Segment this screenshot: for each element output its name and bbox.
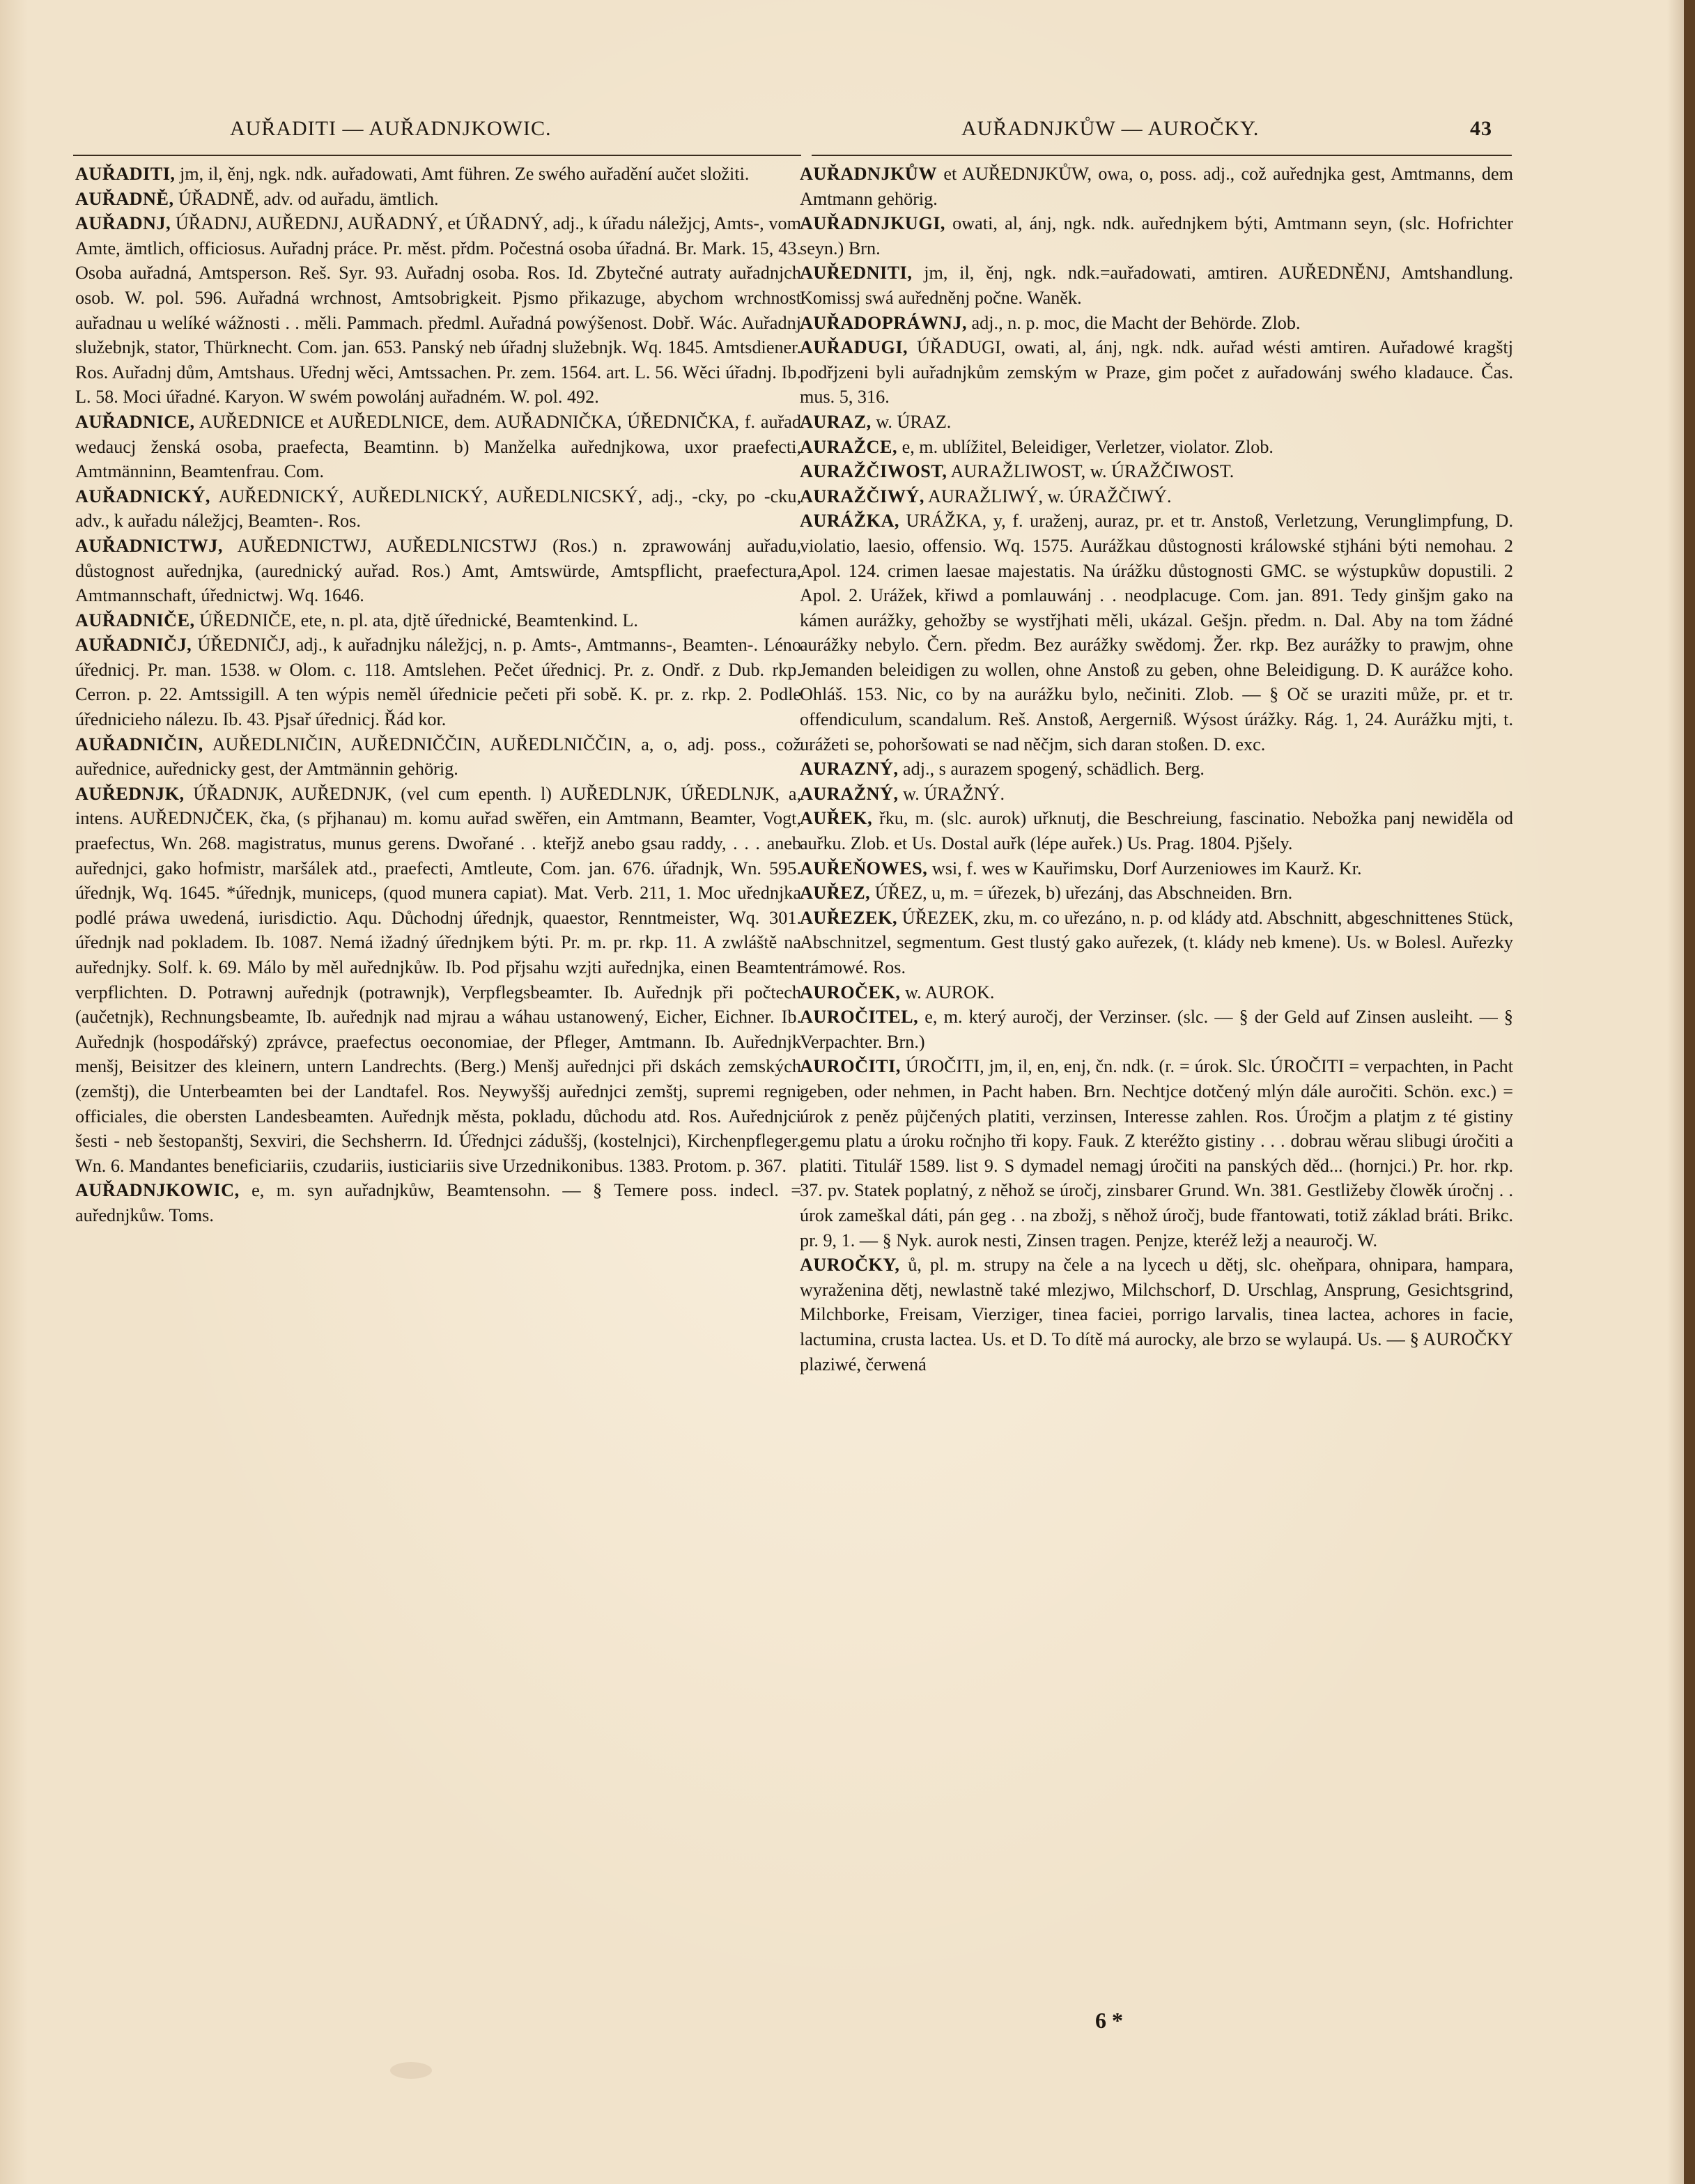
dictionary-entry (800, 806, 1513, 855)
entry-text: AUŘEDNICKÝ, AUŘEDLNICKÝ, AUŘEDLNICSKÝ, adj., -cky, po -cku, adv., k auřadu náležjcj, Beamten-. Ros. (75, 486, 801, 532)
entry-headword: AUŘADNJ, (75, 213, 171, 234)
entry-text: owati, al, ánj, ngk. ndk. auřednjkem býti, Amtmann seyn, (slc. Hofrichter seyn.) Brn. (800, 213, 1513, 258)
entry-text: ů, pl. m. strupy na čele a na lycech u dětj, slc. oheňpara, ohnipara, hampara, wyraženina dětj, newlastně také mlezjwo, Milchschorf, D. Urschlag, Ansprung, Gesichtsgrind, Milchborke, Freisam, Vierziger, tinea faciei, porrigo larvalis, tinea lactea, achores in facie, lactumina, crusta lactea. Us. et D. To dítě má aurocky, ale brzo se wylaupá. Us. — § AUROČKY plaziwé, čerwená (800, 1255, 1513, 1374)
entry-headword: AUŘADNĚ, (75, 188, 174, 209)
entry-headword: AUROČITEL, (800, 1007, 919, 1028)
dictionary-entry (800, 335, 1513, 410)
entry-headword: AUROČEK, (800, 982, 901, 1002)
entry-headword: AURAŽNÝ, (800, 783, 899, 804)
entry-text: ÚROČITI, jm, il, en, enj, čn. ndk. (r. = úrok. Slc. ÚROČITI = verpachten, in Pacht geben, oder nehmen, in Pacht haben. Brn. Nechtjce dotčený mlýn dále auročiti. Schön. exc.) = úrok z peněz půjčených platiti, verzinsen, Interesse zahlen. Ros. Úročjm a platjm z té gistiny gemu platu a úroku ročnjho tři kopy. Fauk. Z kteréžto gistiny . . . dobrau wěrau slibugi úročiti a platiti. Titulář 1589. list 9. S dymadel nemagj úročiti na panských děd... (hornjci.) Pr. hor. rkp. 37. pv. Statek poplatný, z něhož se úročj, zinsbarer Grund. Wn. 381. Gestližeby člowěk úročnj . . úrok zameškal dáti, pán geg . . na zbožj, s něhož úročj, bude fřantowati, totiž základ bráti. Brikc. pr. 9, 1. — § Nyk. aurok nesti, Zinsen tragen. Penjze, kteréž ležj a neauročj. W. (800, 1056, 1513, 1250)
dictionary-entry (75, 608, 801, 633)
header-rule-left (73, 155, 801, 156)
dictionary-entry (800, 980, 1513, 1005)
running-head-left: AUŘADITI — AUŘADNJKOWIC. (230, 117, 552, 140)
entry-text: ÚŘADUGI, owati, al, ánj, ngk. ndk. auřad wésti amtiren. Auřadowé kragštj podřjzeni byli auřadnjkům zemským w Praze, gim počet z auřadowánj swého kladauce. Čas. mus. 5, 316. (800, 337, 1513, 408)
dictionary-entry (75, 410, 801, 484)
entry-headword: AURAŽCE, (800, 436, 898, 457)
entry-text: adj., s aurazem spogený, schädlich. Berg. (898, 759, 1205, 780)
entry-text: et AUŘEDNJKŮW, owa, o, poss. adj., což auřednjka gest, Amtmanns, dem Amtmann gehörig. (800, 164, 1513, 209)
entry-text: AURAŽLIWOST, w. ÚRAŽČIWOST. (947, 461, 1235, 482)
entry-headword: AUROČITI, (800, 1056, 901, 1077)
right-column (800, 162, 1513, 1377)
dictionary-entry (800, 1005, 1513, 1054)
entry-headword: AUŘEDNJK, (75, 783, 185, 804)
entry-text: AUŘEDLNIČIN, AUŘEDNIČČIN, AUŘEDLNIČČIN, a, o, adj. poss., což auřednice, auřednicky gest, der Amtmännin gehörig. (75, 734, 801, 780)
entry-text: AUŘEDNICTWJ, AUŘEDLNICSTWJ (Ros.) n. zprawowánj auřadu, důstognost auřednjka, (aurednický auřad. Ros.) Amt, Amtswürde, Amtspflicht, praefectura, Amtmannschaft, úřednictwj. Wq. 1646. (75, 535, 801, 606)
entry-headword: AUŘADUGI, (800, 337, 908, 358)
paper-stain (390, 2062, 432, 2079)
dictionary-entry (800, 484, 1513, 509)
entry-text: ÚŘEDNIČE, ete, n. pl. ata, djtě úřednické, Beamtenkind. L. (194, 610, 638, 630)
left-column (75, 162, 801, 1228)
dictionary-entry (800, 435, 1513, 460)
dictionary-entry (75, 782, 801, 1179)
entry-headword: AUŘADNIČIN, (75, 734, 203, 754)
entry-text: e, m. který auročj, der Verzinser. (slc. — § der Geld auf Zinsen ausleiht. — § Verpachter. Brn.) (800, 1007, 1513, 1052)
dictionary-entry (800, 856, 1513, 881)
page-number: 43 (1470, 117, 1492, 140)
dictionary-entry (800, 1054, 1513, 1253)
entry-text: ÚŘEDNIČJ, adj., k auřadnjku náležjcj, n. p. Amts-, Amtmanns-, Beamten-. Léno úřednicj. Pr. man. 1538. w Olom. c. 118. Amtslehen. Pečet úřednicj. Pr. z. Ondř. z Dub. rkp. Cerron. p. 22. Amtssigill. A ten wýpis neměl úřednicie pečeti při sobě. K. pr. z. rkp. 2. Podle úřednicieho nálezu. Ib. 43. Pjsař úřednicj. Řád kor. (75, 635, 801, 730)
entry-headword: AUŘADOPRÁWNJ, (800, 312, 967, 333)
dictionary-entry (800, 211, 1513, 261)
entry-text: w. AUROK. (900, 982, 995, 1002)
dictionary-entry (800, 881, 1513, 906)
entry-text: ÚŘEZEK, zku, m. co uřezáno, n. p. od klády atd. Abschnitt, abgeschnittenes Stück, Abschnitzel, segmentum. Gest tlustý gako auřezek, (t. klády neb kmene). Us. w Bolesl. Auřezky trámowé. Ros. (800, 907, 1513, 977)
entry-headword: AUŘEZEK, (800, 907, 898, 928)
dictionary-entry (75, 633, 801, 731)
dictionary-entry (75, 187, 801, 212)
dictionary-entry (75, 1178, 801, 1227)
entry-headword: AUŘEZ, (800, 883, 871, 904)
signature-mark: 6 * (1095, 2008, 1123, 2033)
dictionary-entry (800, 261, 1513, 310)
entry-text: adj., n. p. moc, die Macht der Behörde. Zlob. (967, 312, 1301, 333)
running-head (0, 117, 1695, 152)
entry-text: w. ÚRAZ. (871, 411, 952, 432)
entry-text: AURAŽLIWÝ, w. ÚRAŽČIWÝ. (924, 486, 1172, 506)
dictionary-entry (800, 757, 1513, 782)
dictionary-entry (75, 732, 801, 782)
entry-headword: AURAZ, (800, 411, 872, 432)
entry-text: w. ÚRAŽNÝ. (898, 783, 1005, 804)
entry-text: ÚŘADNJ, AUŘEDNJ, AUŘADNÝ, et ÚŘADNÝ, adj., k úřadu náležjcj, Amts-, vom Amte, ämtlich, officiosus. Auřadnj práce. Pr. měst. přdm. Počestná osoba úřadná. Br. Mark. 15, 43. Osoba auřadná, Amtsperson. Reš. Syr. 93. Auřadnj osoba. Ros. Id. Zbytečné autraty auřadnjch osob. W. pol. 596. Auřadná wrchnost, Amtsobrigkeit. Pjsmo přikazuge, abychom wrchnost auřadnau u welíké wážnosti . . měli. Pammach. předml. Auřadná powýšenost. Dobř. Wác. Auřadnj služebnjk, stator, Thürknecht. Com. jan. 653. Panský neb úřadnj služebnjk. Wq. 1845. Amtsdiener. Ros. Auřadnj dům, Amtshaus. Uřednj wěci, Amtssachen. Pr. zem. 1564. art. L. 56. Wěci úřadnj. Ib. L. 58. Moci úřadné. Karyon. W swém powolánj auřadném. W. pol. 492. (75, 213, 801, 408)
entry-headword: AUŘADNJKUGI, (800, 213, 945, 234)
dictionary-entry (75, 534, 801, 608)
entry-headword: AURAŽČIWOST, (800, 461, 947, 482)
dictionary-entry (800, 509, 1513, 757)
entry-headword: AUŘADNJKOWIC, (75, 1180, 240, 1201)
entry-headword: AUROČKY, (800, 1255, 900, 1276)
entry-headword: AUŘADNIČE, (75, 610, 195, 630)
dictionary-entry (75, 484, 801, 534)
dictionary-entry (75, 162, 801, 187)
entry-text: wsi, f. wes w Kauřimsku, Dorf Aurzeniowes im Kaurž. Kr. (927, 858, 1362, 878)
dictionary-entry (800, 459, 1513, 484)
dictionary-entry (800, 906, 1513, 980)
entry-text: řku, m. (slc. aurok) uřknutj, die Beschreiung, fascinatio. Nebožka panj newiděla od auřku. Zlob. et Us. Dostal auřk (lépe auřek.) Us. Prag. 1804. Pjšely. (800, 808, 1513, 854)
entry-text: ÚŘADNJK, AUŘEDNJK, (vel cum epenth. l) AUŘEDLNJK, ÚŘEDLNJK, a, intens. AUŘEDNJČEK, čka, (s přjhanau) m. komu auřad swěřen, ein Amtmann, Beamter, Vogt, praefectus, Wn. 268. magistratus, munus gerens. Dwořané . . kteřjž anebo gsau raddy, . . . aneb auřednjci, gako hofmistr, maršálek atd., praefecti, Amtleute, Com. jan. 676. úřadnjk, Wn. 595. úřednjk, Wq. 1645. *úřednjk, municeps, (quod munera capiat). Mat. Verb. 211, 1. Moc uřednjka podlé práwa uwedená, iurisdictio. Aqu. Důchodnj úřednjk, quaestor, Renntmeister, Wq. 301. úřednjk nad pokladem. Ib. 1087. Nemá ižadný úřednjkem býti. Pr. m. pr. rkp. 11. A zwláště na auřednjky. Solf. k. 69. Málo by měl auřednjkůw. Ib. Pod přjsahu wzjti auřednjka, einen Beamten verpflichten. D. Potrawnj auřednjk (potrawnjk), Verpflegsbeamter. Ib. Auřednjk při počtech (aučetnjk), Rechnungsbeamte, Ib. auřednjk nad mjrau a wáhau ustanowený, Eicher, Eichner. Ib. Auřednjk (hospodářský) zprávce, praefectus oeconomiae, der Pfleger, Amtmann. Ib. Auřednjk menšj, Beisitzer des kleinern, untern Landrechts. (Berg.) Menšj auřednjci při dskách zemských (zemštj), die Unterbeamten bei der Landtafel. Ros. Neywyššj auřednjci zemštj, supremi regni officiales, die obersten Landesbeamten. Auřednjk města, pokladu, důchodu atd. Ros. Auřednjci šesti - neb šestopanštj, Sexviri, die Sechsherrn. Id. Úřednjci záduššj, (kostelnjci), Kirchenpfleger. Wn. 6. Mandantes beneficiariis, czudariis, iusticiariis sive Urzednikonibus. 1383. Protom. p. 367. (75, 783, 801, 1176)
entry-text: URÁŽKA, y, f. uraženj, auraz, pr. et tr. Anstoß, Verletzung, Verunglimpfung, D. violatio, laesio, offensio. Wq. 1575. Aurážkau důstognosti králowské stjháni býti nemohau. 2 Apol. 124. crimen laesae majestatis. Na úrážku důstognosti GMC. se wýstupkůw dopustili. 2 Apol. 2. Urážek, křiwd a pomlauwánj . . neodplacuge. Com. jan. 891. Tedy ginšjm gako na kámen aurážky, gehožby se wystřjhati měli, ukázal. Gešjn. předm. n. Dal. Aby na tom žádné aurážky nebylo. Čern. předm. Bez aurážky swědomj. Žer. rkp. Bez aurážky to prawjm, ohne Jemanden beleidigen zu wollen, ohne Anstoß zu geben, ohne Beleidigung. D. K aurážce koho. Ohláš. 153. Nic, co by na aurážku bylo, nečiniti. Zlob. — § Oč se uraziti může, pr. et tr. offendiculum, scandalum. Reš. Anstoß, Aergerniß. Wýsost úrážky. Rág. 1, 24. Aurážku mjti, t. urážeti se, pohoršowati se nad něčjm, sich daran stoßen. D. exc. (800, 511, 1513, 754)
dictionary-entry (800, 782, 1513, 807)
dictionary-entry (800, 410, 1513, 435)
entry-text: e, m. syn auřadnjkůw, Beamtensohn. — § Temere poss. indecl. = auřednjkůw. Toms. (75, 1180, 801, 1225)
entry-text: jm, il, ěnj, ngk. ndk.=auřadowati, amtiren. AUŘEDNĚNJ, Amtshandlung. Komissj swá auředněnj počne. Waněk. (800, 263, 1513, 308)
header-rule-right (812, 155, 1512, 156)
entry-text: e, m. ublížitel, Beleidiger, Verletzer, violator. Zlob. (897, 436, 1274, 457)
entry-headword: AURAŽČIWÝ, (800, 486, 924, 506)
entry-headword: AURAZNÝ, (800, 759, 899, 780)
entry-text: jm, il, ěnj, ngk. ndk. auřadowati, Amt führen. Ze swého auřadění aučet složiti. (175, 164, 750, 184)
entry-headword: AUŘEŇOWES, (800, 858, 928, 878)
entry-headword: AUŘADNICE, (75, 411, 195, 432)
dictionary-entry (800, 162, 1513, 211)
entry-headword: AUŘADNICKÝ, (75, 486, 210, 506)
entry-headword: AUŘADNIČJ, (75, 635, 192, 656)
entry-text: ÚŘEZ, u, m. = úřezek, b) uřezánj, das Abschneiden. Brn. (870, 883, 1293, 904)
entry-headword: AUŘADNICTWJ, (75, 535, 223, 556)
running-head-right: AUŘADNJKŮW — AUROČKY. (961, 117, 1260, 140)
entry-text: ÚŘADNĚ, adv. od auřadu, ämtlich. (173, 188, 439, 209)
entry-headword: AUŘEK, (800, 808, 873, 829)
dictionary-entry (75, 211, 801, 410)
entry-headword: AUŘEDNITI, (800, 263, 913, 284)
entry-headword: AURÁŽKA, (800, 511, 899, 532)
entry-text: AUŘEDNICE et AUŘEDLNICE, dem. AUŘADNIČKA, ÚŘEDNIČKA, f. auřad wedaucj ženská osoba, praefecta, Beamtinn. b) Manželka auřednjkowa, uxor praefecti, Amtmänninn, Beamtenfrau. Com. (75, 411, 801, 482)
dictionary-entry (800, 311, 1513, 336)
entry-headword: AUŘADITI, (75, 164, 176, 184)
dictionary-entry (800, 1253, 1513, 1377)
entry-headword: AUŘADNJKŮW (800, 164, 938, 184)
